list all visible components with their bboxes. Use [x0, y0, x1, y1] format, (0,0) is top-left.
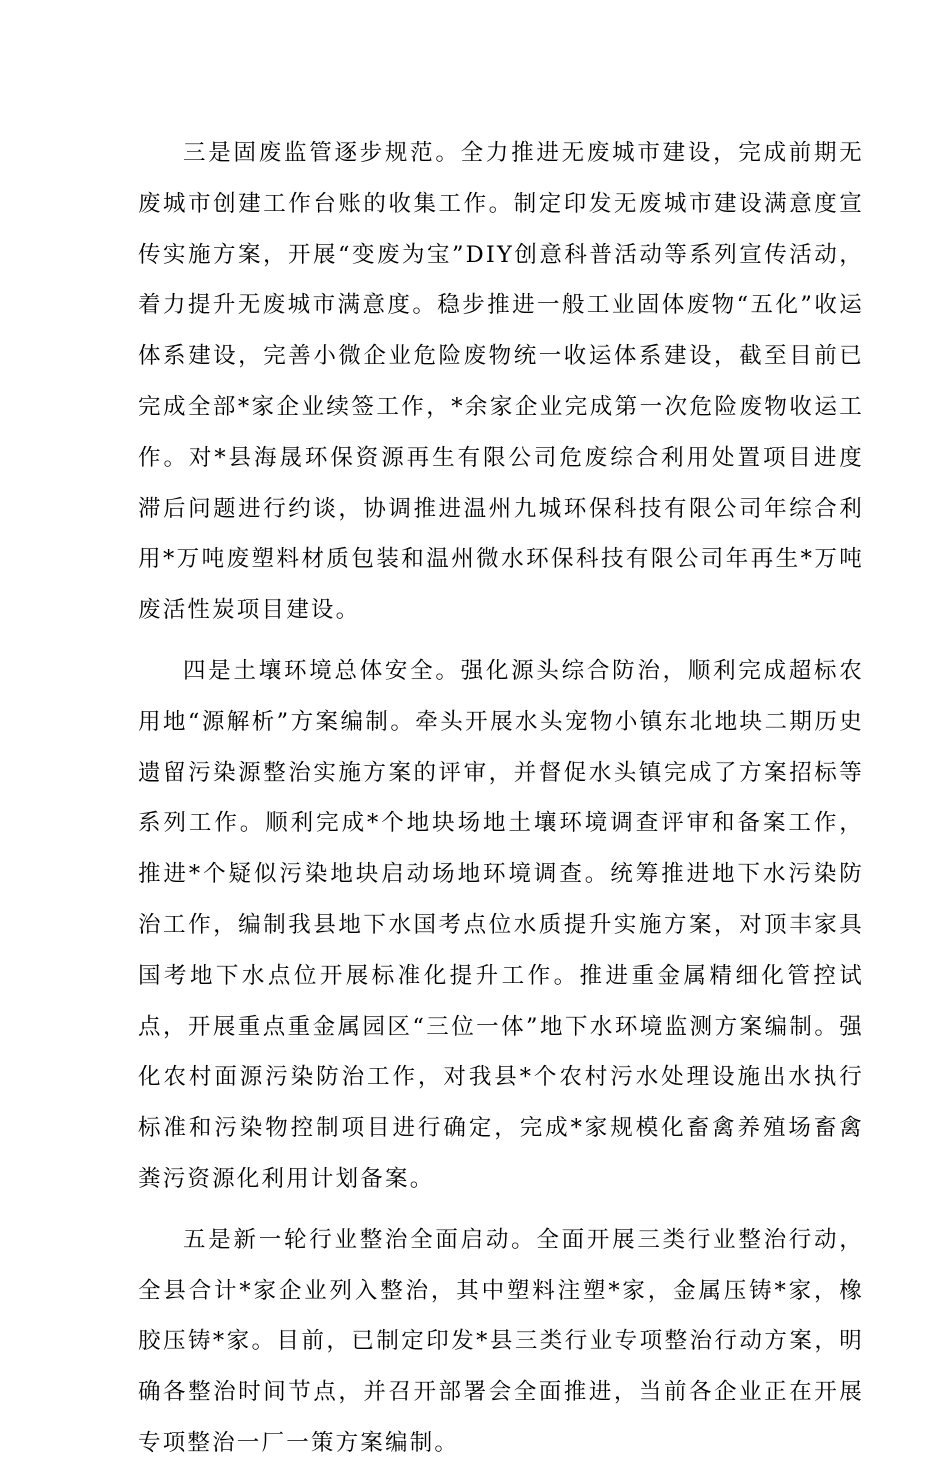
paragraph-solid-waste: 三是固废监管逐步规范。全力推进无废城市建设，完成前期无废城市创建工作台账的收集工作。制定印发无废城市建设满意度宣传实施方案，开展“变废为宝”DIY创意科普活动等系列宣传活动，着力提升无废城市满意度。稳步推进一般工业固体废物“五化”收运体系建设，完善小微企业危险废物统一收运体系建设，截至目前已完成全部*家企业续签工作，*余家企业完成第一次危险废物收运工作。对*县海晟环保资源再生有限公司危废综合利用处置项目进度滞后问题进行约谈，协调推进温州九城环保科技有限公司年综合利用*万吨废塑料材质包装和温州微水环保科技有限公司年再生*万吨废活性炭项目建设。: [138, 140, 864, 624]
paragraph-soil-environment: 四是土壤环境总体安全。强化源头综合防治，顺利完成超标农用地“源解析”方案编制。牵头开展水头宠物小镇东北地块二期历史遗留污染源整治实施方案的评审，并督促水头镇完成了方案招标等系列工作。顺利完成*个地块场地土壤环境调查评审和备案工作，推进*个疑似污染地块启动场地环境调查。统筹推进地下水污染防治工作，编制我县地下水国考点位水质提升实施方案，对顶丰家具国考地下水点位开展标准化提升工作。推进重金属精细化管控试点，开展重点重金属园区“三位一体”地下水环境监测方案编制。强化农村面源污染防治工作，对我县*个农村污水处理设施出水执行标准和污染物控制项目进行确定，完成*家规模化畜禽养殖场畜禽粪污资源化利用计划备案。: [138, 657, 864, 1192]
document-body: [138, 128, 864, 1479]
paragraph-industry-rectification: 五是新一轮行业整治全面启动。全面开展三类行业整治行动，全县合计*家企业列入整治，其中塑料注塑*家，金属压铸*家，橡胶压铸*家。目前，已制定印发*县三类行业专项整治行动方案，明确各整治时间节点，并召开部署会全面推进，当前各企业正在开展专项整治一厂一策方案编制。: [138, 1226, 864, 1456]
